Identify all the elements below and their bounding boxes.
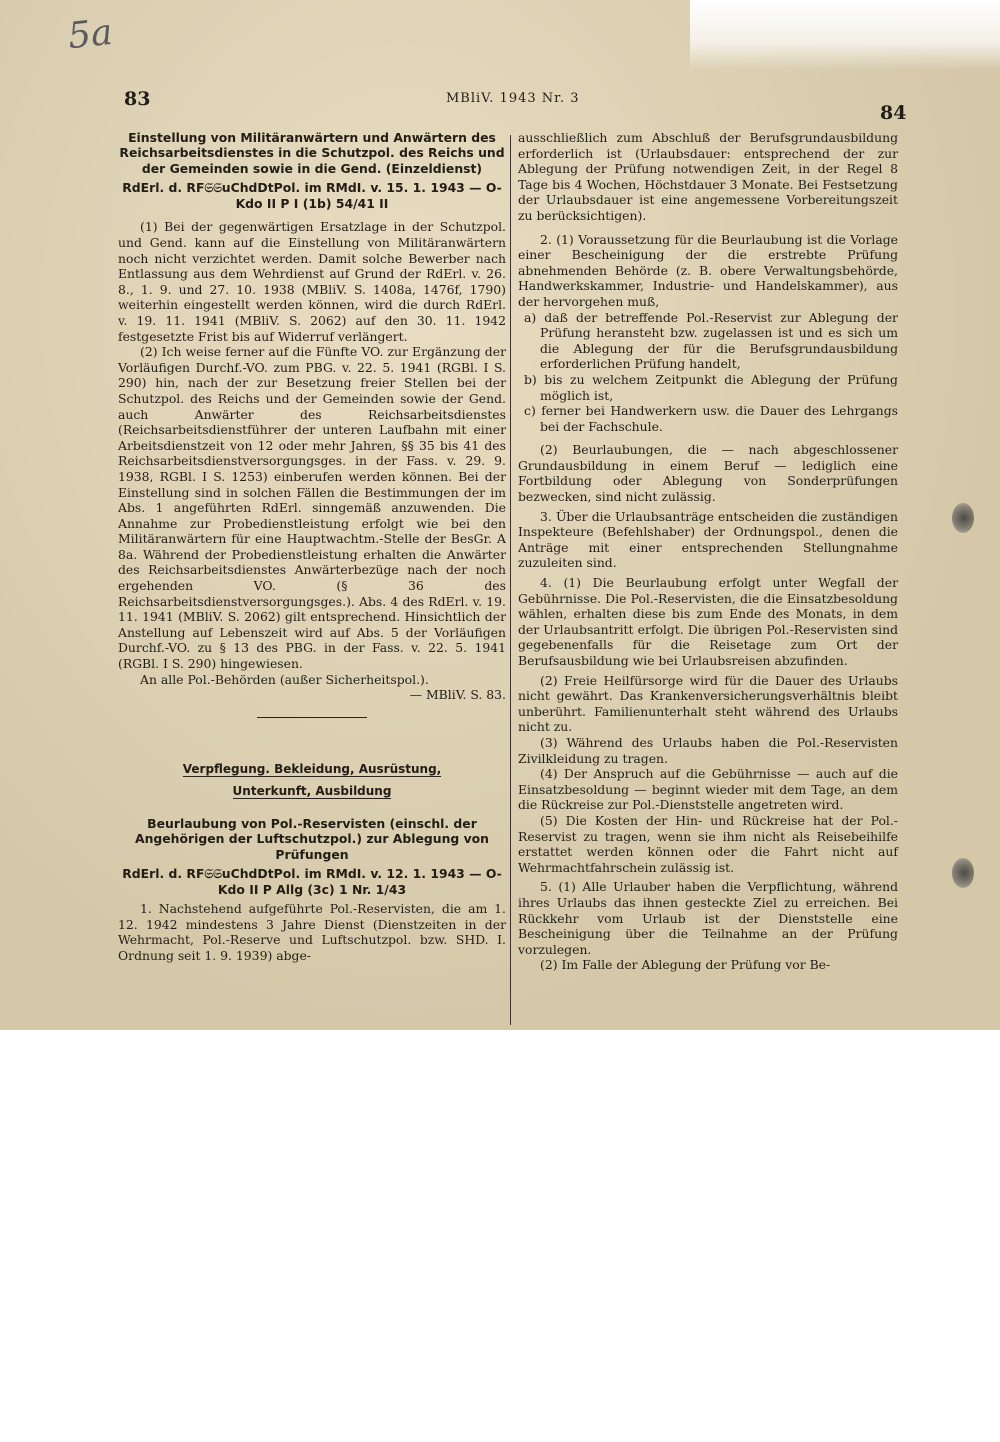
paragraph: (1) Bei der gegenwärtigen Ersatzlage in der Schutzpol. und Gend. kann auf die Einstellung von Militäranwärtern noch nicht verzichtet werden. Damit solche Bewerber nach Entlassung aus dem Wehrdienst auf Grund der RdErl. v. 26. 8., 1. 9. und 27. 10. 1938 (MBliV. S. 1408a, 1476f, 1790) weiterhin eingestellt werden können, wird die durch RdErl. v. 19. 11. 1941 (MBliV. S. 2062) auf den 30. 11. 1942 festgesetzte Frist bis auf Widerruf verlängert. xyxy=(118,219,506,344)
paragraph: ausschließlich zum Abschluß der Berufsgrundausbildung erforderlich ist (Urlaubsdauer: entsprechend der zur Ablegung der Prüfung notwendigen Zeit, in der Regel 8 Tage bis 4 Wochen, Höchstdauer 3 Monate. Bei Festsetzung der Urlaubsdauer ist eine angemessene Vorbereitungszeit zu berücksichtigen). xyxy=(518,130,898,223)
right-column xyxy=(518,130,898,973)
handwritten-note: 5a xyxy=(65,11,115,58)
paragraph: 3. Über die Urlaubsanträge entscheiden die zuständigen Inspekteure (Befehlshaber) der Ordnungspol., denen die Anträge mit einer entsprechenden Stellungnahme zuzuleiten sind. xyxy=(518,508,898,571)
paragraph: (4) Der Anspruch auf die Gebührnisse — auch auf die Einsatzbesoldung — beginnt wieder mit dem Tage, an dem die Rückreise zur Pol.-Dienststelle angetreten wird. xyxy=(518,766,898,813)
separator-line xyxy=(257,717,367,718)
paragraph: 1. Nachstehend aufgeführte Pol.-Reservisten, die am 1. 12. 1942 mindestens 3 Jahre Dienst (Dienstzeiten in der Wehrmacht, Pol.-Reserve und Luftschutzpol. bzw. SHD. I. Ordnung seit 1. 9. 1939) abge- xyxy=(118,901,506,963)
paragraph: (2) Ich weise ferner auf die Fünfte VO. zur Ergänzung der Vorläufigen Durchf.-VO. zum PBG. v. 22. 5. 1941 (RGBl. I S. 290) hin, nach der zur Besetzung freier Stellen bei der Schutzpol. des Reichs und der Gemeinden sowie der Gend. auch Anwärter des Reichsarbeitsdienstes (Reichsarbeitsdienstführer der unteren Laufbahn mit einer Arbeitsdienstzeit von 12 oder mehr Jahren, §§ 35 bis 41 des Reichsarbeitsdienstversorgungsges. in der Fass. v. 29. 9. 1938, RGBl. I S. 1253) einberufen werden können. Bei der Einstellung sind in solchen Fällen die Bestimmungen der im Abs. 1 angeführten RdErl. sinngemäß anzuwenden. Die Annahme zur Probedienstleistung erfolgt wie bei den Militäranwärtern für eine Hauptwachtm.-Stelle der BesGr. A 8a. Während der Probedienstleistung erhalten die Anwärter des Reichsarbeitsdienstes Anwärterbezüge nach der noch ergehenden VO. (§ 36 des Reichsarbeitsdienstversorgungsges.). Abs. 4 des RdErl. v. 19. 11. 1941 (MBliV. S. 2062) gilt entsprechend. Hinsichtlich der Anstellung auf Lebenszeit wird auf Abs. 5 der Vorläufigen Durchf.-VO. zu § 13 des PBG. in der Fass. v. 22. 5. 1941 (RGBl. I S. 290) hingewiesen. xyxy=(118,344,506,672)
list-item: b) bis zu welchem Zeitpunkt die Ablegung der Prüfung möglich ist, xyxy=(524,371,898,403)
paragraph: (2) Im Falle der Ablegung der Prüfung vor Be- xyxy=(540,957,831,973)
paragraph: (3) Während des Urlaubs haben die Pol.-Reservisten Zivilkleidung zu tragen. xyxy=(518,734,898,766)
paragraph: (2) Beurlaubungen, die — nach abgeschlossener Grundausbildung in einem Beruf — lediglich eine Fortbildung oder Ablegung von Sonderprüfungen bezwecken, sind nicht zulässig. xyxy=(518,442,898,505)
article-title: Beurlaubung von Pol.-Reservisten (einschl. der Angehörigen der Luftschutzpol.) zur Ablegung von Prüfungen xyxy=(135,815,489,862)
source-reference: — MBliV. S. 83. xyxy=(409,687,506,703)
list-item: c) ferner bei Handwerkern usw. die Dauer des Lehrgangs bei der Fachschule. xyxy=(524,403,898,434)
decree-reference: RdErl. d. RF𝔖𝔖uChdDtPol. im RMdI. v. 12. 1. 1943 — O-Kdo II P Allg (3c) 1 Nr. 1/43 xyxy=(122,866,502,897)
section-heading-line1: Verpflegung. Bekleidung, Ausrüstung, xyxy=(182,761,442,776)
paragraph: 4. (1) Die Beurlaubung erfolgt unter Wegfall der Gebührnisse. Die Pol.-Reservisten, die die Einsatzbesoldung wählen, erhalten diese bis zum Ende des Monats, in dem der Urlaubsantritt erfolgt. Die übrigen Pol.-Reservisten sind gegebenenfalls für die Reisetage zum Ort der Berufsausbildung wie bei Urlaubsreisen abzufinden. xyxy=(518,575,898,668)
punch-hole-icon xyxy=(952,503,974,533)
decree-reference: RdErl. d. RF𝔖𝔖uChdDtPol. im RMdI. v. 15. 1. 1943 — O-Kdo II P I (1b) 54/41 II xyxy=(122,180,502,211)
torn-corner xyxy=(690,0,1000,70)
article-title: Einstellung von Militäranwärtern und Anwärtern des Reichsarbeitsdienstes in die Schutzpol. des Reichs und der Gemeinden sowie in die Gend. (Einzeldienst) xyxy=(119,130,505,176)
paragraph: 5. (1) Alle Urlauber haben die Verpflichtung, während ihres Urlaubs das ihnen gesteckte Ziel zu erreichen. Bei Rückkehr vom Urlaub ist der Dienststelle eine Bescheinigung über die Teilnahme an der Prüfung vorzulegen. xyxy=(518,879,898,957)
paragraph: (2) Freie Heilfürsorge wird für die Dauer des Urlaubs nicht gewährt. Das Krankenversicherungsverhältnis bleibt unberührt. Familienunterhalt steht während des Urlaubs nicht zu. xyxy=(518,672,898,735)
left-column xyxy=(118,130,506,964)
section-heading xyxy=(118,758,506,802)
running-title: MBliV. 1943 Nr. 3 xyxy=(446,91,580,106)
page-number-right: 84 xyxy=(880,102,907,124)
page-number-left: 83 xyxy=(124,88,151,110)
list-item: a) daß der betreffende Pol.-Reservist zur Ablegung der Prüfung heransteht bzw. zugelassen ist und es sich um die Ablegung der für die Berufsgrundausbildung erforderlichen Prüfung handelt, xyxy=(524,309,898,372)
paragraph: (5) Die Kosten der Hin- und Rückreise hat der Pol.-Reservist zu tragen, wenn sie ihm nicht als Reisebeihilfe erstattet werden können oder die Fahrt nicht auf Wehrmachtfahrschein zulässig ist. xyxy=(518,812,898,875)
paragraph: 2. (1) Voraussetzung für die Beurlaubung ist die Vorlage einer Bescheinigung der die erstrebte Prüfung abnehmenden Behörde (z. B. obere Verwaltungsbehörde, Handwerkskammer, Industrie- und Handelskammer), aus der hervorgehen muß, xyxy=(518,231,898,309)
addressee: An alle Pol.-Behörden (außer Sicherheitspol.). xyxy=(140,671,429,687)
punch-hole-icon xyxy=(952,858,974,888)
section-heading-line2: Unterkunft, Ausbildung xyxy=(232,783,392,798)
column-divider xyxy=(510,135,511,1025)
